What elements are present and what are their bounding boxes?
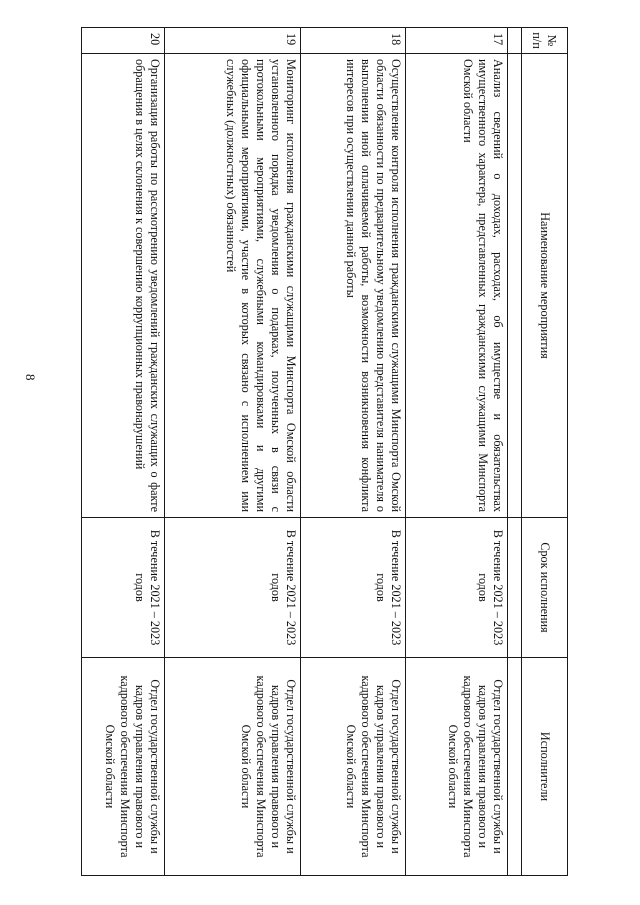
row-number: 17 — [406, 28, 508, 54]
table-row — [301, 28, 406, 876]
table-header-row — [522, 28, 568, 876]
header-name: Наименование мероприятия — [522, 54, 568, 518]
measure-term: В течение 2021 – 2023 годов — [165, 518, 301, 658]
measure-term: В течение 2021 – 2023 годов — [301, 518, 406, 658]
measure-executor: Отдел государственной службы и кадров управления правового и кадрового обеспечения Минспорта Омской области — [301, 658, 406, 876]
table-row — [165, 28, 301, 876]
measure-executor: Отдел государственной службы и кадров управления правового и кадрового обеспечения Минспорта Омской области — [82, 658, 165, 876]
measure-name: Осуществление контроля исполнения гражданскими служащими Минспорта Омской области обязанности по предварительному уведомлению представителя нанимателя о выполнении иной оплачиваемой работы, возможности возникновения конфликта интересов при осуществлении данной работы — [301, 54, 406, 518]
measure-name: Организация работы по рассмотрению уведомлений гражданских служащих о факте обращения в целях склонения к совершению коррупционных правонарушений — [82, 54, 165, 518]
measure-executor: Отдел государственной службы и кадров управления правового и кадрового обеспечения Минспорта Омской области — [406, 658, 508, 876]
measure-name: Мониторинг исполнения гражданскими служащими Минспорта Омской области установленного порядка уведомления о подарках, полученных в связи с протокольными мероприятиями, служебными командировками и другими официальными мероприятиями, участие в которых связано с исполнением ими служебных (должностных) обязанностей — [165, 54, 301, 518]
row-number: 20 — [82, 28, 165, 54]
header-divider-row — [508, 28, 522, 876]
header-num: № п/п — [522, 28, 568, 54]
table-row — [406, 28, 508, 876]
measure-term: В течение 2021 – 2023 годов — [82, 518, 165, 658]
row-number: 18 — [301, 28, 406, 54]
measures-table — [81, 27, 568, 876]
table-row — [82, 28, 165, 876]
measure-name: Анализ сведений о доходах, расходах, об имуществе и обязательствах имущественного характера, представленных гражданскими служащими Минспорта Омской области — [406, 54, 508, 518]
document-page-rotated — [82, 27, 568, 875]
header-executor: Исполнители — [522, 658, 568, 876]
row-number: 19 — [165, 28, 301, 54]
header-term: Срок исполнения — [522, 518, 568, 658]
measure-term: В течение 2021 – 2023 годов — [406, 518, 508, 658]
measure-executor: Отдел государственной службы и кадров управления правового и кадрового обеспечения Минспорта Омской области — [165, 658, 301, 876]
page-number: 8 — [23, 374, 38, 381]
